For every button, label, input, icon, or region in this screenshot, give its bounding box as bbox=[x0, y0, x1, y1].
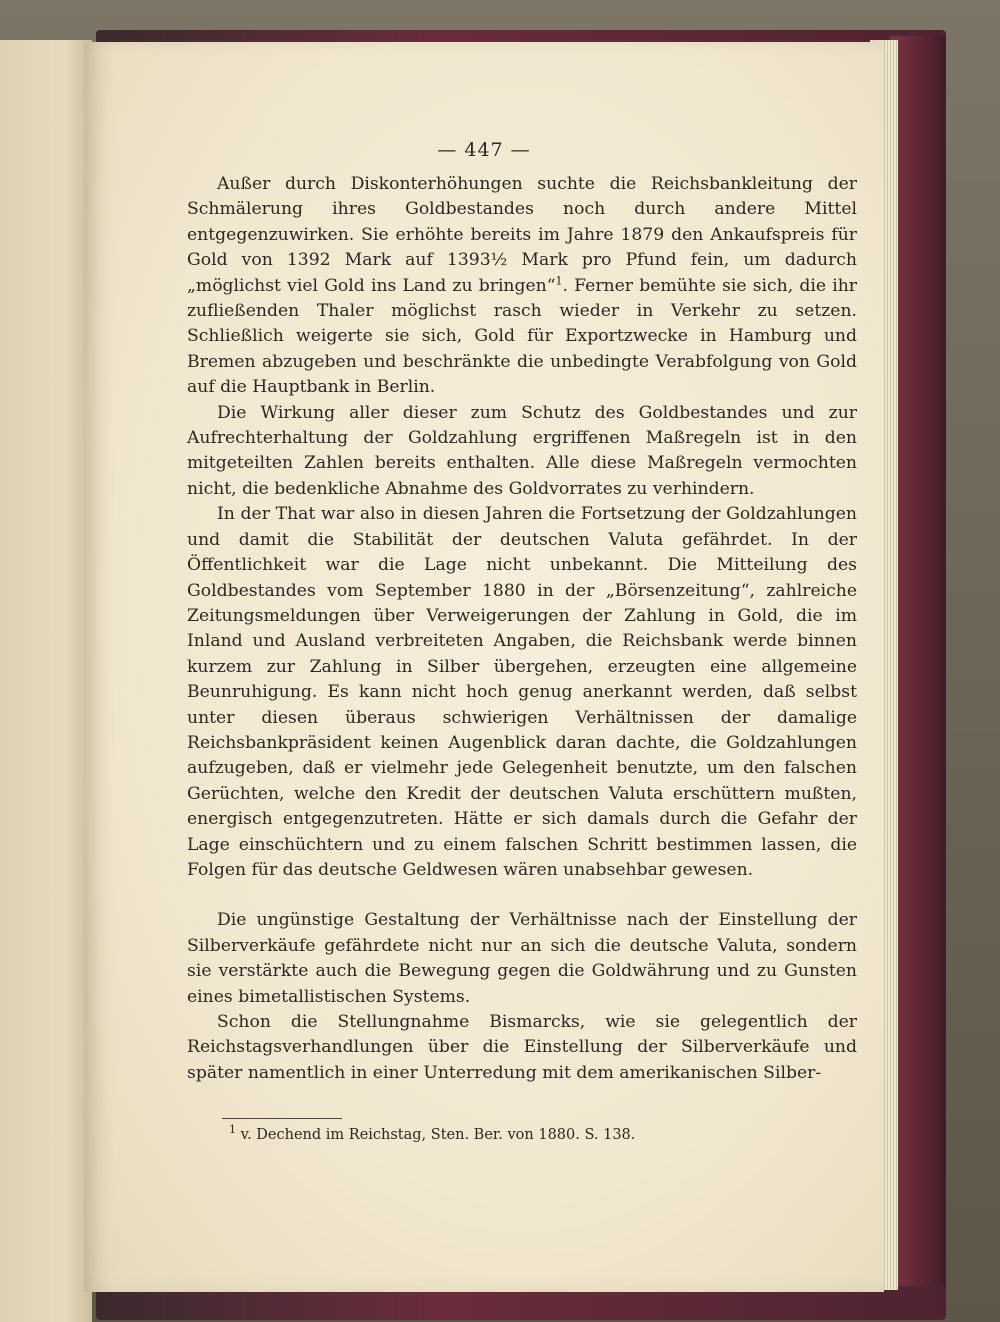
paragraph-2: Die Wirkung aller dieser zum Schutz des Goldbestandes und zur Aufrechterhaltung der Goldzahlung ergriffenen Maßregeln ist in den mitgeteilten Zahlen bereits enthalten. Alle diese Maßregeln vermochten nicht, die bedenkliche Abnahme des Goldvorrates zu verhindern. bbox=[187, 402, 857, 499]
book-cover-edge bbox=[890, 36, 946, 1286]
footnote-text: v. Dechend im Reichstag, Sten. Ber. von 1880. S. 138. bbox=[240, 1127, 636, 1143]
paragraph-4: Die ungünstige Gestaltung der Verhältnisse nach der Einstellung der Silberverkäufe gefährdete nicht nur an sich die deutsche Valuta, sondern sie verstärkte auch die Bewegung gegen die Goldwährung und zu Gunsten eines bimetallistischen Systems. bbox=[187, 910, 857, 1007]
footnote bbox=[229, 1125, 829, 1145]
footnote-divider bbox=[222, 1118, 342, 1119]
facing-page bbox=[0, 40, 92, 1322]
footnote-marker: 1 bbox=[229, 1123, 236, 1137]
page-number: — 447 — bbox=[437, 139, 531, 161]
paragraph-1-text-cont: . Ferner bemühte sie sich, die ihr zufließenden Thaler möglichst rasch wieder in Verkehr zu setzen. Schließlich weigerte sie sich, Gold für Exportzwecke in Hamburg und Bremen abzugeben und beschränkte die unbedingte Verabfolgung von Gold auf die Hauptbank in Berlin. bbox=[187, 275, 858, 398]
paragraph-3: In der That war also in diesen Jahren die Fortsetzung der Goldzahlungen und damit die Stabilität der deutschen Valuta gefährdet. In der Öffentlichkeit war die Lage nicht unbekannt. Die Mitteilung des Goldbestandes vom September 1880 in der „Börsenzeitung“, zahlreiche Zeitungsmeldungen über Verweigerungen der Zahlung in Gold, die im Inland und Ausland verbreiteten Angaben, die Reichsbank werde binnen kurzem zur Zahlung in Silber übergehen, erzeugten eine allgemeine Beunruhigung. Es kann nicht hoch genug anerkannt werden, daß selbst unter diesen überaus schwierigen Verhältnissen der damalige Reichsbankpräsident keinen Augenblick daran dachte, die Goldzahlungen aufzugeben, daß er vielmehr jede Gelegenheit benutzte, um den falschen Gerüchten, welche den Kredit der deutschen Valuta erschüttern mußten, energisch entgegenzutreten. Hätte er sich damals durch die Gefahr der Lage einschüchtern und zu einem falschen Schritt bestimmen lassen, die Folgen für das deutsche Geldwesen wären unabsehbar gewesen. bbox=[187, 504, 857, 880]
footnote-ref: 1 bbox=[555, 273, 563, 287]
section-gap bbox=[187, 883, 857, 908]
paragraph-1 bbox=[187, 172, 857, 401]
body-text bbox=[187, 172, 857, 1086]
book-page bbox=[84, 42, 884, 1292]
paragraph-5: Schon die Stellungnahme Bismarcks, wie sie gelegentlich der Reichstagsverhandlungen über die Einstellung der Silberverkäufe und später namentlich in einer Unterredung mit dem amerikanischen Silber- bbox=[187, 1012, 857, 1083]
paragraph-1-text: Außer durch Diskonterhöhungen suchte die Reichsbankleitung der Schmälerung ihres Goldbestandes noch durch andere Mittel entgegenzuwirken. Sie erhöhte bereits im Jahre 1879 den Ankaufspreis für Gold von 1392 Mark auf 1393½ Mark pro Pfund fein, um dadurch „möglichst viel Gold ins Land zu bringen“ bbox=[187, 174, 857, 296]
